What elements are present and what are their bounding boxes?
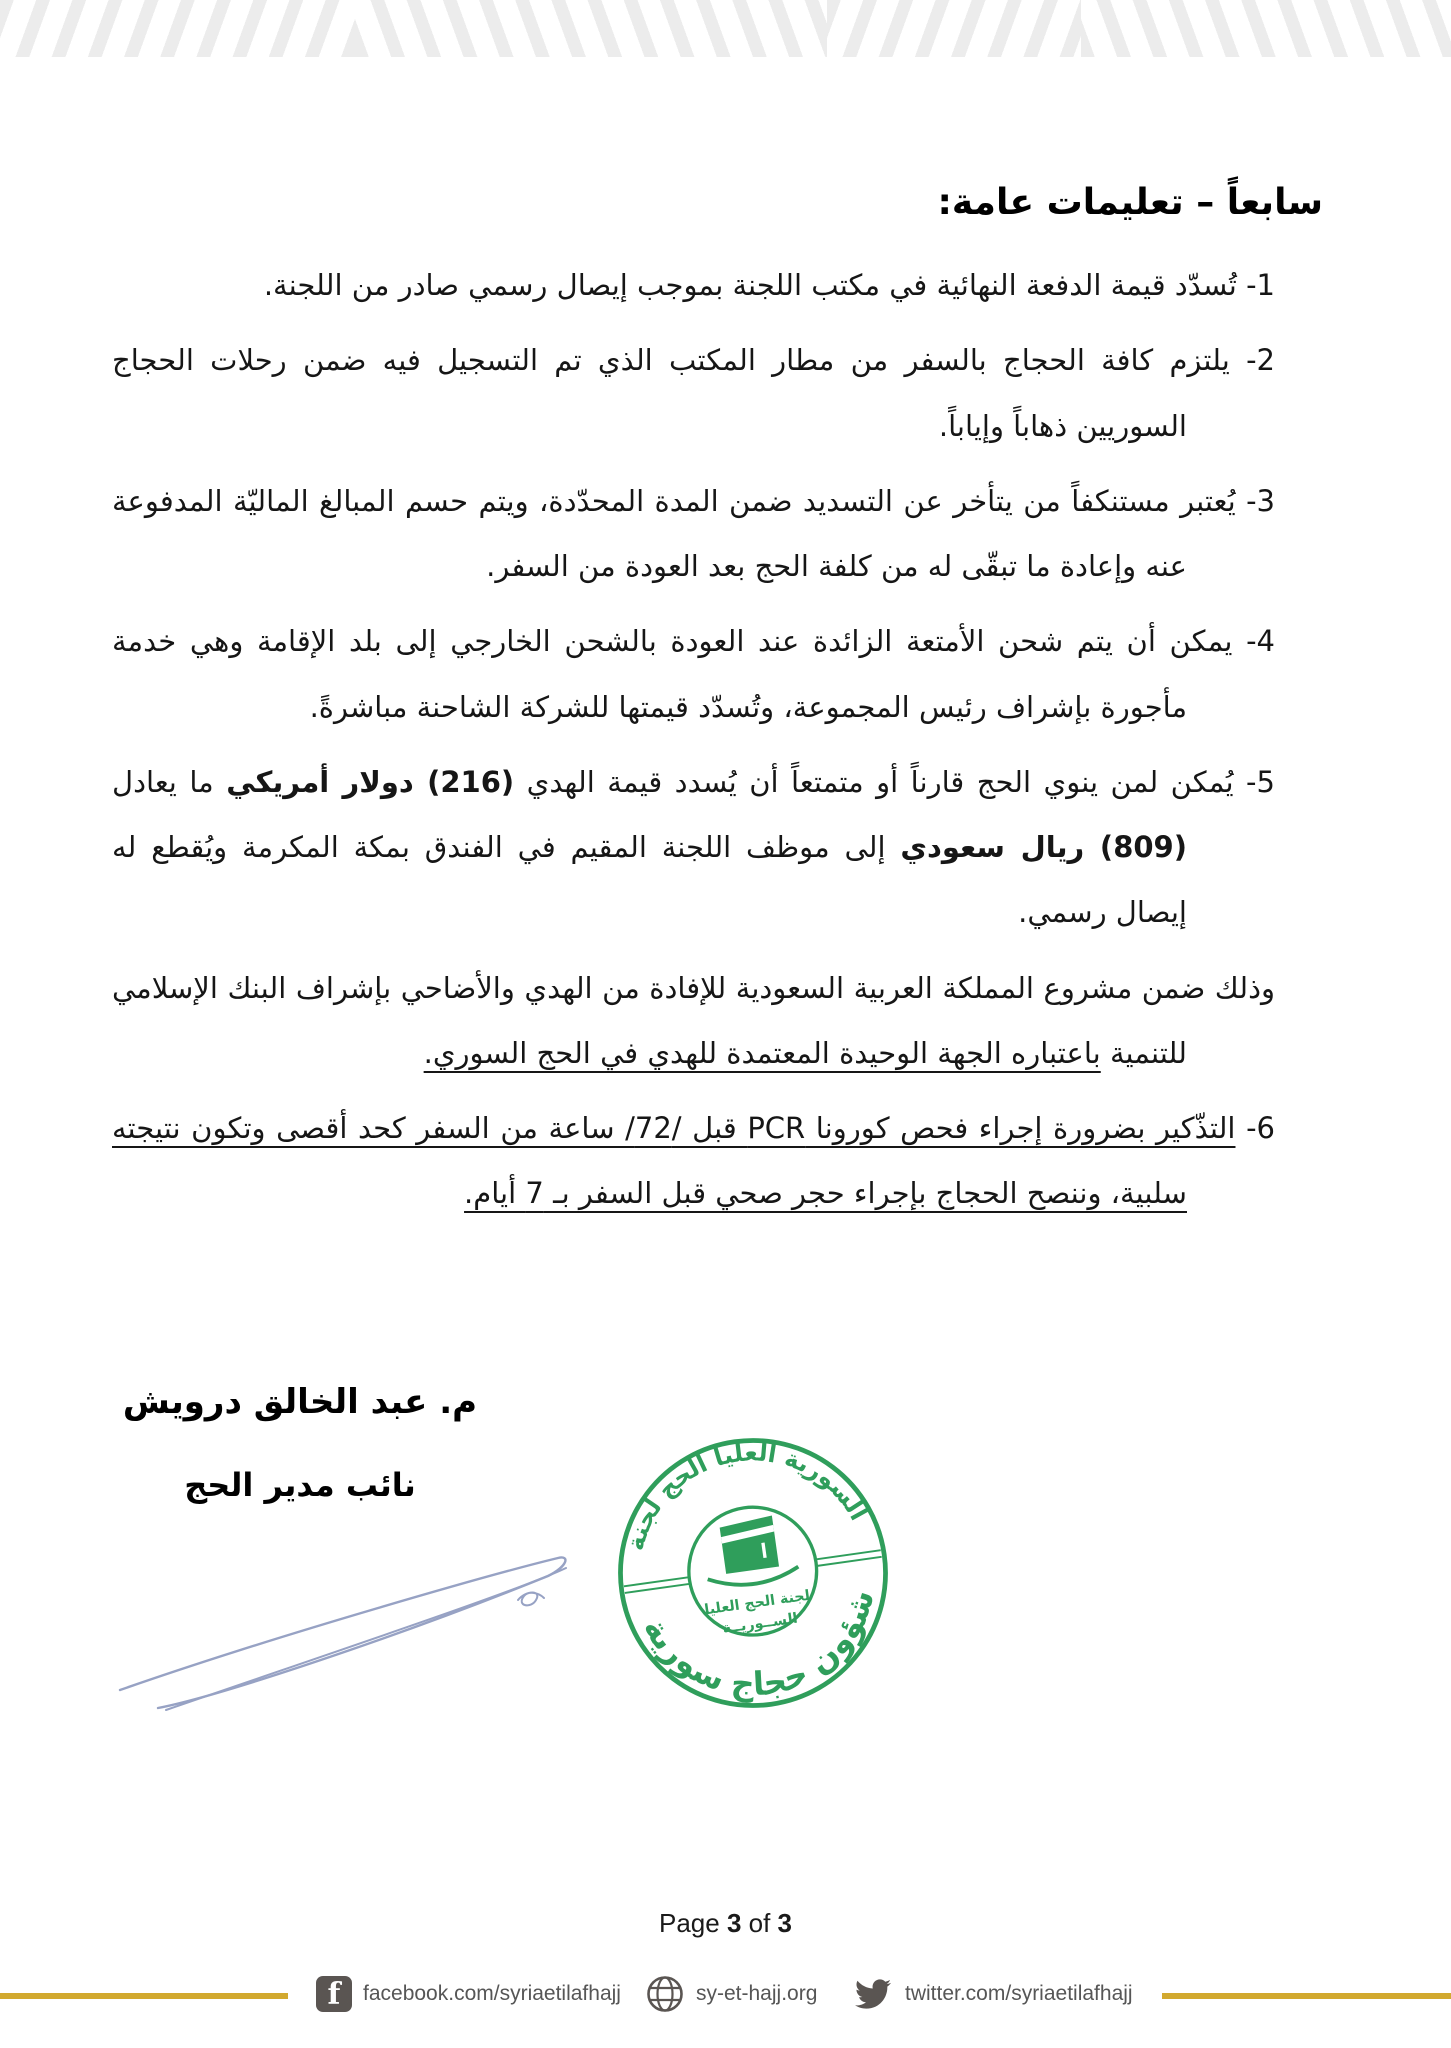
official-stamp	[591, 1411, 914, 1734]
stamp-inner-text-2: الســوريــة	[721, 1610, 799, 1637]
kaaba-icon	[700, 1513, 800, 1590]
handwritten-signature	[100, 1538, 610, 1713]
signatory-name: م. عبد الخالق درويش	[122, 1382, 478, 1422]
decorative-stripes-banner	[0, 0, 1451, 57]
footer-rule-left	[0, 1993, 288, 1999]
globe-icon	[645, 1974, 685, 2014]
section-heading: سابعاً – تعليمات عامة:	[937, 182, 1323, 223]
stripe-segment	[0, 0, 355, 57]
stamp-inner-text-1: لجنة الحج العليا	[703, 1587, 812, 1619]
facebook-link-text: facebook.com/syriaetilafhajj	[363, 1982, 621, 2005]
twitter-link[interactable]	[852, 1972, 1133, 2016]
website-link-text: sy-et-hajj.org	[696, 1982, 818, 2005]
stripe-segment	[1081, 0, 1451, 57]
footer-rule-right	[1162, 1993, 1451, 1999]
facebook-link[interactable]	[316, 1972, 621, 2016]
signatory-title: نائب مدير الحج	[184, 1466, 416, 1504]
twitter-link-text: twitter.com/syriaetilafhajj	[905, 1982, 1133, 2005]
instruction-item: وذلك ضمن مشروع المملكة العربية السعودية للإفادة من الهدي والأضاحي بإشراف البنك الإسلامي للتنمية باعتباره الجهة الوحيدة المعتمدة للهدي في الحج السوري.	[112, 970, 1275, 1070]
page-number: Page 3 of 3	[658, 1908, 793, 1938]
website-link[interactable]	[645, 1972, 817, 2016]
document-body	[112, 182, 1323, 1237]
stripe-segment	[827, 0, 1081, 57]
stamp-bottom-arc-text: شؤون حجاج سورية	[635, 1585, 882, 1704]
instruction-item: 2- يلتزم كافة الحجاج بالسفر من مطار المكتب الذي تم التسجيل فيه ضمن رحلات الحجاج السوريين ذهاباً وإياباً.	[112, 343, 1275, 443]
instruction-item: 3- يُعتبر مستنكفاً من يتأخر عن التسديد ضمن المدة المحدّدة، ويتم حسم المبالغ الماليّة المدفوعة عنه وإعادة ما تبقّى له من كلفة الحج بعد العودة من السفر.	[112, 483, 1275, 583]
instruction-item: 4- يمكن أن يتم شحن الأمتعة الزائدة عند العودة بالشحن الخارجي إلى بلد الإقامة وهي خدمة مأجورة بإشراف رئيس المجموعة، وتُسدّد قيمتها للشركة الشاحنة مباشرةً.	[112, 624, 1275, 724]
stripe-segment	[355, 0, 827, 57]
instruction-item: 5- يُمكن لمن ينوي الحج قارناً أو متمتعاً أن يُسدد قيمة الهدي (216) دولار أمريكي ما يعادل (809) ريال سعودي إلى موظف اللجنة المقيم في الفندق بمكة المكرمة ويُقطع له إيصال رسمي.	[112, 764, 1275, 930]
signature-block	[95, 1382, 505, 1504]
instruction-item: 1- تُسدّد قيمة الدفعة النهائية في مكتب اللجنة بموجب إيصال رسمي صادر من اللجنة.	[263, 268, 1275, 302]
instructions-list	[112, 253, 1323, 1227]
facebook-icon: f	[316, 1976, 352, 2012]
stamp-top-arc-text: السورية العليا الحج لجنة	[621, 1438, 873, 1554]
twitter-icon	[852, 1976, 894, 2012]
instruction-item: 6- التذّكير بضرورة إجراء فحص كورونا PCR قبل /72/ ساعة من السفر كحد أقصى وتكون نتيجته سلبية، وننصح الحجاج بإجراء حجر صحي قبل السفر بـ 7 أيام.	[112, 1111, 1275, 1211]
